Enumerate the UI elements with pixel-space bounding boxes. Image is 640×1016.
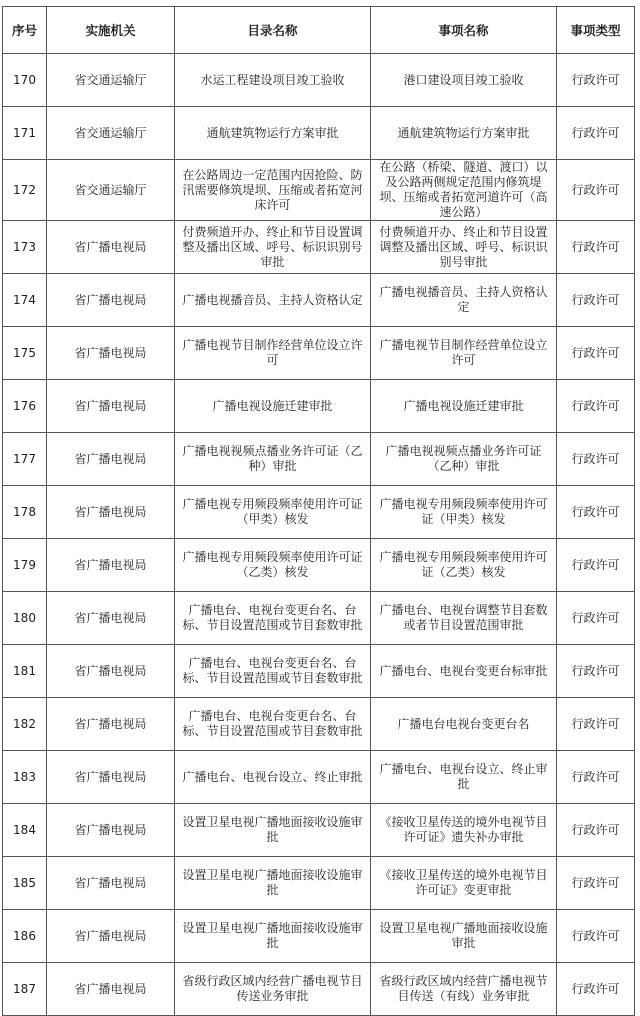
header-implementing-agency: 实施机关: [47, 7, 175, 54]
row-catalog-name: 通航建筑物运行方案审批: [175, 107, 371, 160]
row-item-type: 行政许可: [557, 592, 635, 645]
row-item-name: 广播电台、电视台变更台标审批: [371, 645, 557, 698]
row-item-type: 行政许可: [557, 539, 635, 592]
row-implementing-agency: 省广播电视局: [47, 539, 175, 592]
row-catalog-name: 广播电视设施迁建审批: [175, 380, 371, 433]
header-item-name: 事项名称: [371, 7, 557, 54]
row-serial-number: 180: [3, 592, 47, 645]
row-item-name: 《接收卫星传送的境外电视节目许可证》遗失补办审批: [371, 804, 557, 857]
table-row: [3, 539, 635, 592]
table-row: [3, 327, 635, 380]
row-item-name: 广播电台电视台变更台名: [371, 698, 557, 751]
table-row: [3, 592, 635, 645]
row-serial-number: 175: [3, 327, 47, 380]
row-item-name: 广播电台、电视台设立、终止审批: [371, 751, 557, 804]
row-catalog-name: 水运工程建设项目竣工验收: [175, 54, 371, 107]
row-serial-number: 176: [3, 380, 47, 433]
row-item-name: 在公路（桥梁、隧道、渡口）以及公路两侧规定范围内修筑堤坝、压缩或者拓宽河道许可（高速公路）: [371, 160, 557, 221]
row-catalog-name: 广播电台、电视台变更台名、台标、节目设置范围或节目套数审批: [175, 645, 371, 698]
header-serial-number: 序号: [3, 7, 47, 54]
table-row: [3, 486, 635, 539]
row-item-name: 广播电视设施迁建审批: [371, 380, 557, 433]
row-item-type: 行政许可: [557, 910, 635, 963]
row-implementing-agency: 省广播电视局: [47, 221, 175, 274]
table-row: [3, 698, 635, 751]
row-implementing-agency: 省广播电视局: [47, 857, 175, 910]
row-catalog-name: 在公路周边一定范围内因抢险、防汛需要修筑堤坝、压缩或者拓宽河床许可: [175, 160, 371, 221]
row-item-name: 通航建筑物运行方案审批: [371, 107, 557, 160]
table-row: [3, 107, 635, 160]
row-serial-number: 172: [3, 160, 47, 221]
row-item-name: 广播电台、电视台调整节目套数或者节目设置范围审批: [371, 592, 557, 645]
row-implementing-agency: 省广播电视局: [47, 910, 175, 963]
header-item-type: 事项类型: [557, 7, 635, 54]
row-item-name: 《接收卫星传送的境外电视节目许可证》变更审批: [371, 857, 557, 910]
row-item-type: 行政许可: [557, 54, 635, 107]
row-catalog-name: 设置卫星电视广播地面接收设施审批: [175, 910, 371, 963]
table-row: [3, 54, 635, 107]
row-serial-number: 173: [3, 221, 47, 274]
row-item-type: 行政许可: [557, 274, 635, 327]
table-row: [3, 274, 635, 327]
table-row: [3, 910, 635, 963]
row-catalog-name: 设置卫星电视广播地面接收设施审批: [175, 804, 371, 857]
row-serial-number: 186: [3, 910, 47, 963]
row-serial-number: 182: [3, 698, 47, 751]
row-serial-number: 178: [3, 486, 47, 539]
table-row: [3, 160, 635, 221]
row-serial-number: 170: [3, 54, 47, 107]
row-item-type: 行政许可: [557, 221, 635, 274]
row-item-name: 省级行政区域内经营广播电视节目传送（有线）业务审批: [371, 963, 557, 1016]
row-catalog-name: 广播电视专用频段频率使用许可证（乙类）核发: [175, 539, 371, 592]
row-implementing-agency: 省交通运输厅: [47, 107, 175, 160]
row-implementing-agency: 省广播电视局: [47, 963, 175, 1016]
row-implementing-agency: 省广播电视局: [47, 274, 175, 327]
row-item-name: 广播电视专用频段频率使用许可证（甲类）核发: [371, 486, 557, 539]
administrative-license-table: [2, 6, 635, 1016]
row-serial-number: 187: [3, 963, 47, 1016]
row-catalog-name: 广播电台、电视台变更台名、台标、节目设置范围或节目套数审批: [175, 698, 371, 751]
row-catalog-name: 广播电台、电视台设立、终止审批: [175, 751, 371, 804]
row-catalog-name: 广播电视视频点播业务许可证（乙种）审批: [175, 433, 371, 486]
row-serial-number: 177: [3, 433, 47, 486]
document-table-container: [2, 6, 635, 1016]
row-item-type: 行政许可: [557, 107, 635, 160]
row-implementing-agency: 省广播电视局: [47, 645, 175, 698]
row-item-name: 付费频道开办、终止和节目设置调整及播出区域、呼号、标识识别号审批: [371, 221, 557, 274]
row-item-type: 行政许可: [557, 433, 635, 486]
row-item-type: 行政许可: [557, 380, 635, 433]
row-item-type: 行政许可: [557, 160, 635, 221]
row-item-type: 行政许可: [557, 751, 635, 804]
table-header-row: [3, 7, 635, 54]
row-catalog-name: 付费频道开办、终止和节目设置调整及播出区域、呼号、标识识别号审批: [175, 221, 371, 274]
row-implementing-agency: 省广播电视局: [47, 698, 175, 751]
table-row: [3, 857, 635, 910]
row-item-type: 行政许可: [557, 857, 635, 910]
row-catalog-name: 广播电视专用频段频率使用许可证（甲类）核发: [175, 486, 371, 539]
row-item-name: 广播电视视频点播业务许可证（乙种）审批: [371, 433, 557, 486]
table-row: [3, 804, 635, 857]
table-row: [3, 963, 635, 1016]
row-catalog-name: 广播电视节目制作经营单位设立许可: [175, 327, 371, 380]
row-catalog-name: 设置卫星电视广播地面接收设施审批: [175, 857, 371, 910]
row-item-type: 行政许可: [557, 486, 635, 539]
row-implementing-agency: 省交通运输厅: [47, 54, 175, 107]
table-row: [3, 433, 635, 486]
row-implementing-agency: 省交通运输厅: [47, 160, 175, 221]
row-item-type: 行政许可: [557, 804, 635, 857]
row-serial-number: 171: [3, 107, 47, 160]
table-row: [3, 380, 635, 433]
row-item-type: 行政许可: [557, 327, 635, 380]
row-item-name: 广播电视专用频段频率使用许可证（乙类）核发: [371, 539, 557, 592]
row-catalog-name: 省级行政区域内经营广播电视节目传送业务审批: [175, 963, 371, 1016]
row-serial-number: 179: [3, 539, 47, 592]
header-catalog-name: 目录名称: [175, 7, 371, 54]
row-implementing-agency: 省广播电视局: [47, 486, 175, 539]
table-row: [3, 221, 635, 274]
row-item-name: 广播电视节目制作经营单位设立许可: [371, 327, 557, 380]
row-implementing-agency: 省广播电视局: [47, 592, 175, 645]
row-item-type: 行政许可: [557, 645, 635, 698]
row-item-name: 设置卫星电视广播地面接收设施审批: [371, 910, 557, 963]
row-catalog-name: 广播电台、电视台变更台名、台标、节目设置范围或节目套数审批: [175, 592, 371, 645]
row-implementing-agency: 省广播电视局: [47, 751, 175, 804]
row-implementing-agency: 省广播电视局: [47, 327, 175, 380]
table-row: [3, 645, 635, 698]
row-serial-number: 184: [3, 804, 47, 857]
row-catalog-name: 广播电视播音员、主持人资格认定: [175, 274, 371, 327]
row-item-type: 行政许可: [557, 963, 635, 1016]
row-item-type: 行政许可: [557, 698, 635, 751]
row-serial-number: 185: [3, 857, 47, 910]
row-serial-number: 181: [3, 645, 47, 698]
table-row: [3, 751, 635, 804]
row-implementing-agency: 省广播电视局: [47, 380, 175, 433]
row-implementing-agency: 省广播电视局: [47, 433, 175, 486]
row-implementing-agency: 省广播电视局: [47, 804, 175, 857]
row-serial-number: 174: [3, 274, 47, 327]
row-item-name: 港口建设项目竣工验收: [371, 54, 557, 107]
row-item-name: 广播电视播音员、主持人资格认定: [371, 274, 557, 327]
row-serial-number: 183: [3, 751, 47, 804]
